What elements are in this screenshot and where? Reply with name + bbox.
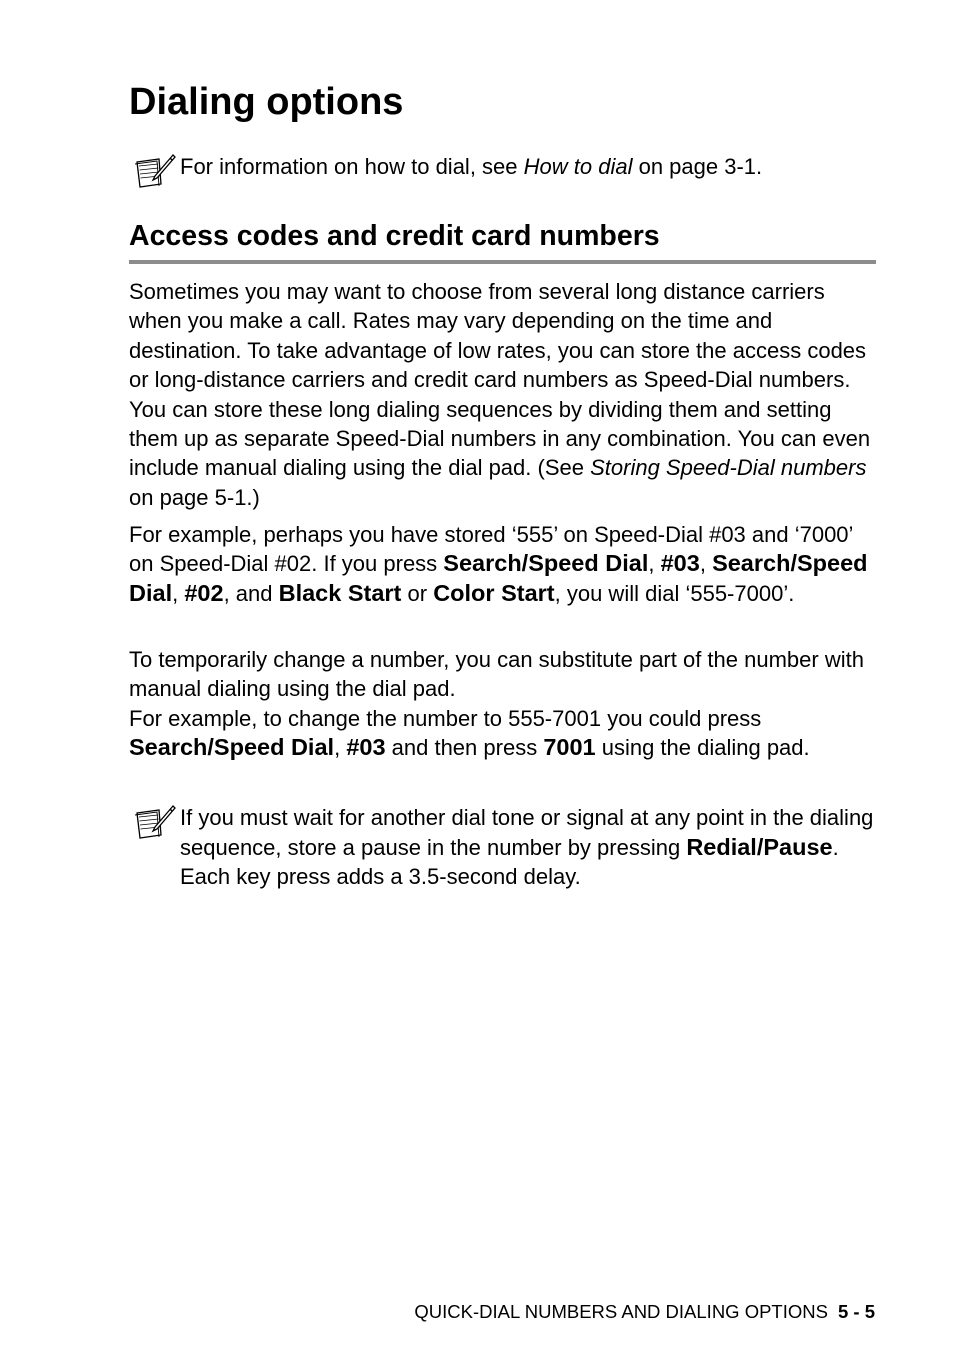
key-02: #02 [184,579,224,606]
page-title: Dialing options [129,81,404,123]
paragraph-example [129,520,875,608]
key-redial-pause: Redial/Pause [686,833,833,860]
page-footer [414,1300,875,1324]
key-search-speed-dial: Search/Speed Dial [129,550,868,606]
text-run: , you will dial ‘555-7000’. [554,580,795,606]
paragraph-line: To temporarily change a number, you can substitute part of the number with manual dialing using the dial pad. [129,647,864,702]
note-pause [129,803,875,892]
text-run: . Each key press adds a 3.5-second delay. [180,834,839,889]
key-color-start: Color Start [433,579,555,606]
note-text-suffix: on page 3-1. [632,154,763,179]
paragraph-text-suffix: on page 5-1.) [129,484,260,510]
storing-speed-dial-reference[interactable]: Storing Speed-Dial numbers [590,455,867,481]
key-03: #03 [346,734,386,761]
text-run: or [401,580,434,606]
key-7001: 7001 [543,734,596,761]
note-text-prefix: For information on how to dial, see [180,154,524,179]
section-divider [129,260,876,264]
text-run: using the dialing pad. [595,735,810,761]
note-pencil-icon [129,154,177,190]
paragraph-temporary-change [129,645,875,763]
text-run: , [172,580,185,606]
note-pencil-icon [129,805,177,841]
key-03: #03 [660,550,700,577]
text-run: , [699,551,713,577]
text-run: and then press [385,735,544,761]
note-text [180,152,875,182]
paragraph-text: Sometimes you may want to choose from several long distance carriers when you make a call. Rates may vary depending on the time and destination. To take advantage of low rates, you can store the access codes or long-distance carriers and credit card numbers as Speed-Dial numbers. You can store these long dialing sequences by dividing them and setting them up as separate Speed-Dial numbers in any combination. You can even include manual dialing using the dial pad. (See [129,279,871,481]
text-run: If you must wait for another dial tone or signal at any point in the dialing sequence, store a pause in the number by pressing [180,805,874,860]
paragraph-access-codes [129,277,875,512]
key-search-speed-dial: Search/Speed Dial [443,550,649,577]
text-run: , [648,551,661,577]
text-run: For example, perhaps you have stored ‘555’ on Speed-Dial #03 and ‘7000’ on Speed-Dial #02. If you press [129,522,853,577]
note-text [180,803,875,892]
text-run: , and [223,580,279,606]
page-number: 5 - 5 [837,1301,875,1322]
key-search-speed-dial: Search/Speed Dial [129,734,335,761]
how-to-dial-reference[interactable]: How to dial [523,154,633,179]
text-run: For example, to change the number to 555-7001 you could press [129,705,762,731]
paragraph-example-change [129,704,875,763]
note-how-to-dial [129,152,875,182]
section-heading: Access codes and credit card numbers [129,220,660,252]
footer-chapter-title: QUICK-DIAL NUMBERS AND DIALING OPTIONS [414,1301,828,1322]
text-run: , [334,735,347,761]
key-black-start: Black Start [278,579,402,606]
